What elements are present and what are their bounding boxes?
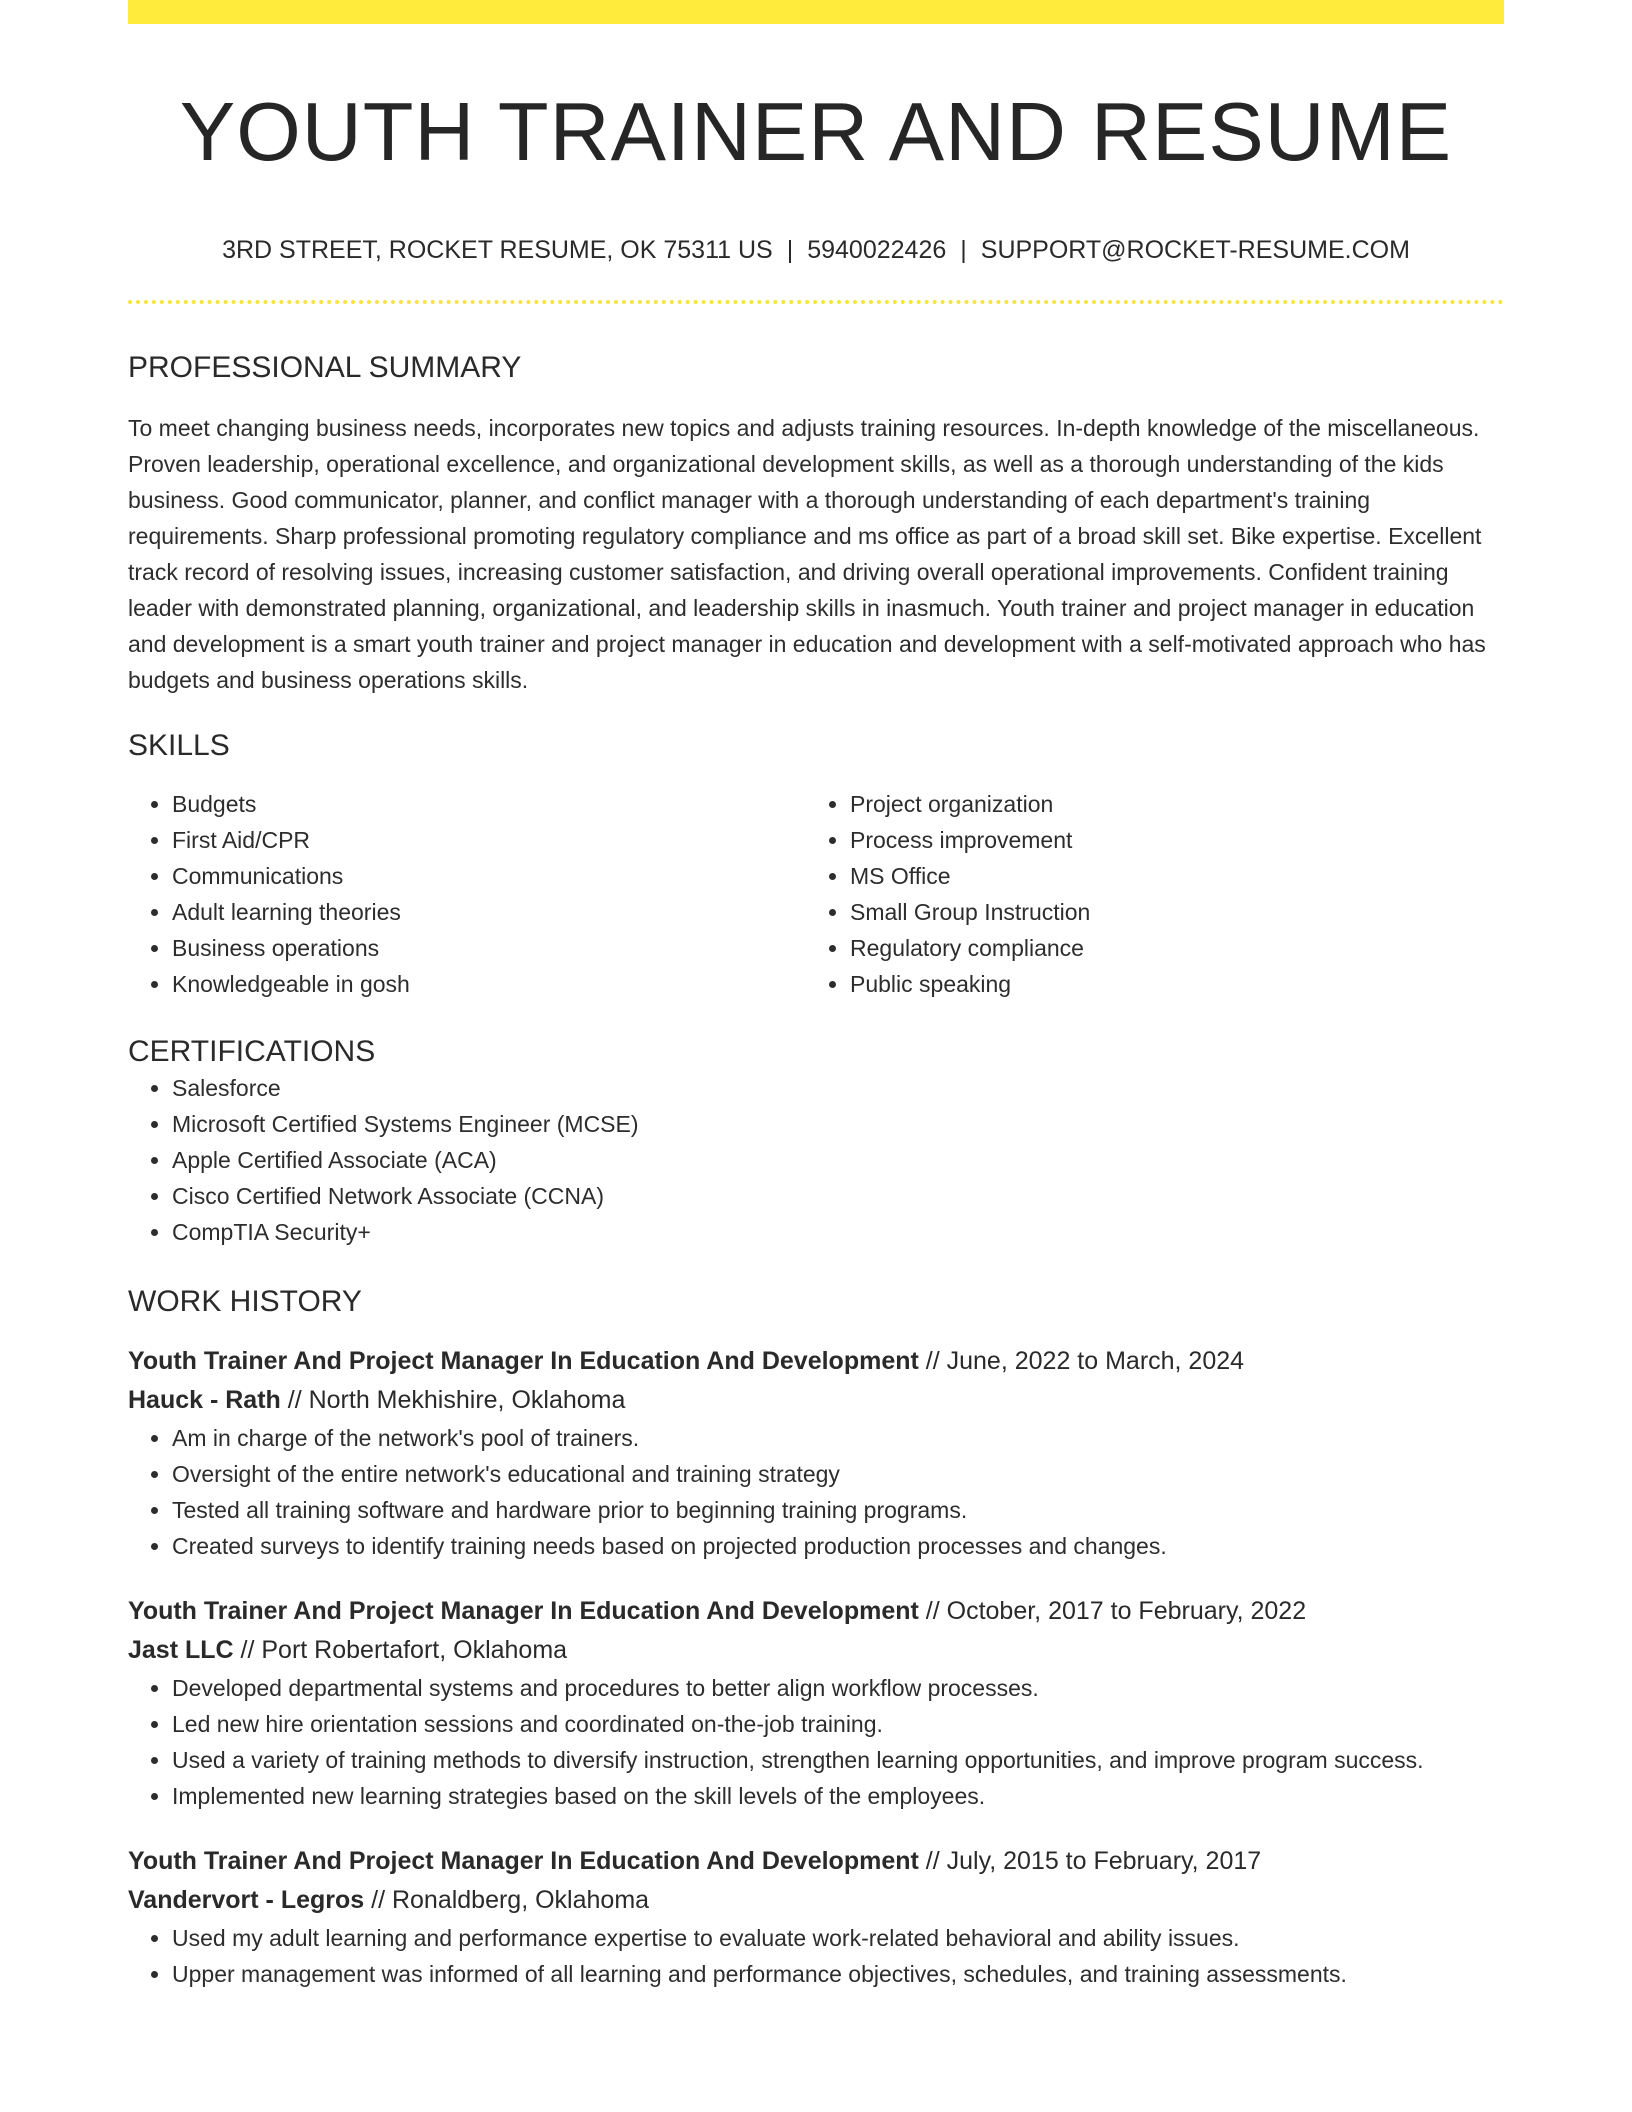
skills-column-left (128, 786, 806, 1002)
skills-heading: SKILLS (128, 729, 230, 762)
contact-separator: | (786, 236, 794, 264)
list-item: • CompTIA Security+ (172, 1214, 1504, 1250)
job-company: Hauck - Rath (128, 1386, 281, 1414)
skills-grid (128, 786, 1504, 1002)
list-item: • Developed departmental systems and procedures to better align workflow processes. (172, 1670, 1504, 1706)
job-bullets (128, 1420, 1504, 1564)
list-item: • Apple Certified Associate (ACA) (172, 1142, 1504, 1178)
job-entry-3 (128, 1842, 1504, 1992)
job-dates: // June, 2022 to March, 2024 (918, 1347, 1245, 1375)
candidate-name: YOUTH TRAINER AND RESUME (179, 85, 1453, 178)
skills-column-right (806, 786, 1484, 1002)
contact-address: 3RD STREET, ROCKET RESUME, OK 75311 US (222, 236, 773, 264)
dotted-divider (128, 300, 1504, 304)
job-role: Youth Trainer And Project Manager In Education And Development (128, 1847, 919, 1875)
job-entry-1 (128, 1342, 1504, 1564)
list-item: • Knowledgeable in gosh (172, 966, 806, 1002)
list-item: • Process improvement (850, 822, 1484, 858)
job-role: Youth Trainer And Project Manager In Education And Development (128, 1597, 919, 1625)
contact-email: SUPPORT@ROCKET-RESUME.COM (980, 236, 1410, 264)
accent-bar (128, 0, 1504, 24)
list-item: • Am in charge of the network's pool of trainers. (172, 1420, 1504, 1456)
job-entry-2 (128, 1592, 1504, 1814)
list-item: • Upper management was informed of all learning and performance objectives, schedules, and training assessments. (172, 1956, 1504, 1992)
list-item: • Business operations (172, 930, 806, 966)
certifications-list (128, 1070, 1504, 1250)
list-item: • Salesforce (172, 1070, 1504, 1106)
list-item: • Created surveys to identify training needs based on projected production processes and changes. (172, 1528, 1504, 1564)
job-location: // North Mekhishire, Oklahoma (280, 1386, 626, 1414)
list-item: • Adult learning theories (172, 894, 806, 930)
list-item: • Oversight of the entire network's educational and training strategy (172, 1456, 1504, 1492)
job-location: // Port Robertafort, Oklahoma (233, 1636, 568, 1664)
list-item: • Budgets (172, 786, 806, 822)
job-location: // Ronaldberg, Oklahoma (364, 1886, 650, 1914)
job-role-line (128, 1592, 1504, 1631)
job-bullets (128, 1670, 1504, 1814)
job-bullets (128, 1920, 1504, 1992)
list-item: • Communications (172, 858, 806, 894)
skills-list-left (128, 786, 806, 1002)
work-history-heading: WORK HISTORY (128, 1285, 362, 1318)
list-item: • Implemented new learning strategies based on the skill levels of the employees. (172, 1778, 1504, 1814)
list-item: • Cisco Certified Network Associate (CCNA) (172, 1178, 1504, 1214)
list-item: • MS Office (850, 858, 1484, 894)
job-dates: // July, 2015 to February, 2017 (918, 1847, 1262, 1875)
list-item: • Project organization (850, 786, 1484, 822)
job-role-line (128, 1842, 1504, 1881)
job-role-line (128, 1342, 1504, 1381)
job-role: Youth Trainer And Project Manager In Education And Development (128, 1347, 919, 1375)
resume-page (128, 0, 1504, 1992)
contact-line (128, 234, 1504, 266)
summary-text: To meet changing business needs, incorporates new topics and adjusts training resources. In-depth knowledge of the miscellaneous. Proven leadership, operational excellence, and organizational development skills, as well as a thorough understanding of the kids business. Good communicator, planner, and conflict manager with a thorough understanding of each department's training requirements. Sharp professional promoting regulatory compliance and ms office as part of a broad skill set. Bike expertise. Excellent track record of resolving issues, increasing customer satisfaction, and driving overall operational improvements. Confident training leader with demonstrated planning, organizational, and leadership skills in inasmuch. Youth trainer and project manager in education and development is a smart youth trainer and project manager in education and development with a self-motivated approach who has budgets and business operations skills. (128, 415, 1486, 693)
contact-separator: | (960, 236, 967, 264)
contact-phone: 5940022426 (807, 236, 947, 264)
list-item: • Tested all training software and hardware prior to beginning training programs. (172, 1492, 1504, 1528)
list-item: • Used my adult learning and performance expertise to evaluate work-related behavioral and ability issues. (172, 1920, 1504, 1956)
job-company: Jast LLC (128, 1636, 234, 1664)
list-item: • First Aid/CPR (172, 822, 806, 858)
job-company-line (128, 1881, 1504, 1920)
summary-heading: PROFESSIONAL SUMMARY (128, 351, 522, 384)
list-item: • Public speaking (850, 966, 1484, 1002)
list-item: • Microsoft Certified Systems Engineer (MCSE) (172, 1106, 1504, 1142)
list-item: • Used a variety of training methods to diversify instruction, strengthen learning opportunities, and improve program success. (172, 1742, 1504, 1778)
list-item: • Regulatory compliance (850, 930, 1484, 966)
job-dates: // October, 2017 to February, 2022 (918, 1597, 1307, 1625)
list-item: • Led new hire orientation sessions and coordinated on-the-job training. (172, 1706, 1504, 1742)
skills-list-right (806, 786, 1484, 1002)
job-company: Vandervort - Legros (128, 1886, 365, 1914)
list-item: • Small Group Instruction (850, 894, 1484, 930)
certifications-heading: CERTIFICATIONS (128, 1035, 376, 1068)
job-company-line (128, 1381, 1504, 1420)
job-company-line (128, 1631, 1504, 1670)
